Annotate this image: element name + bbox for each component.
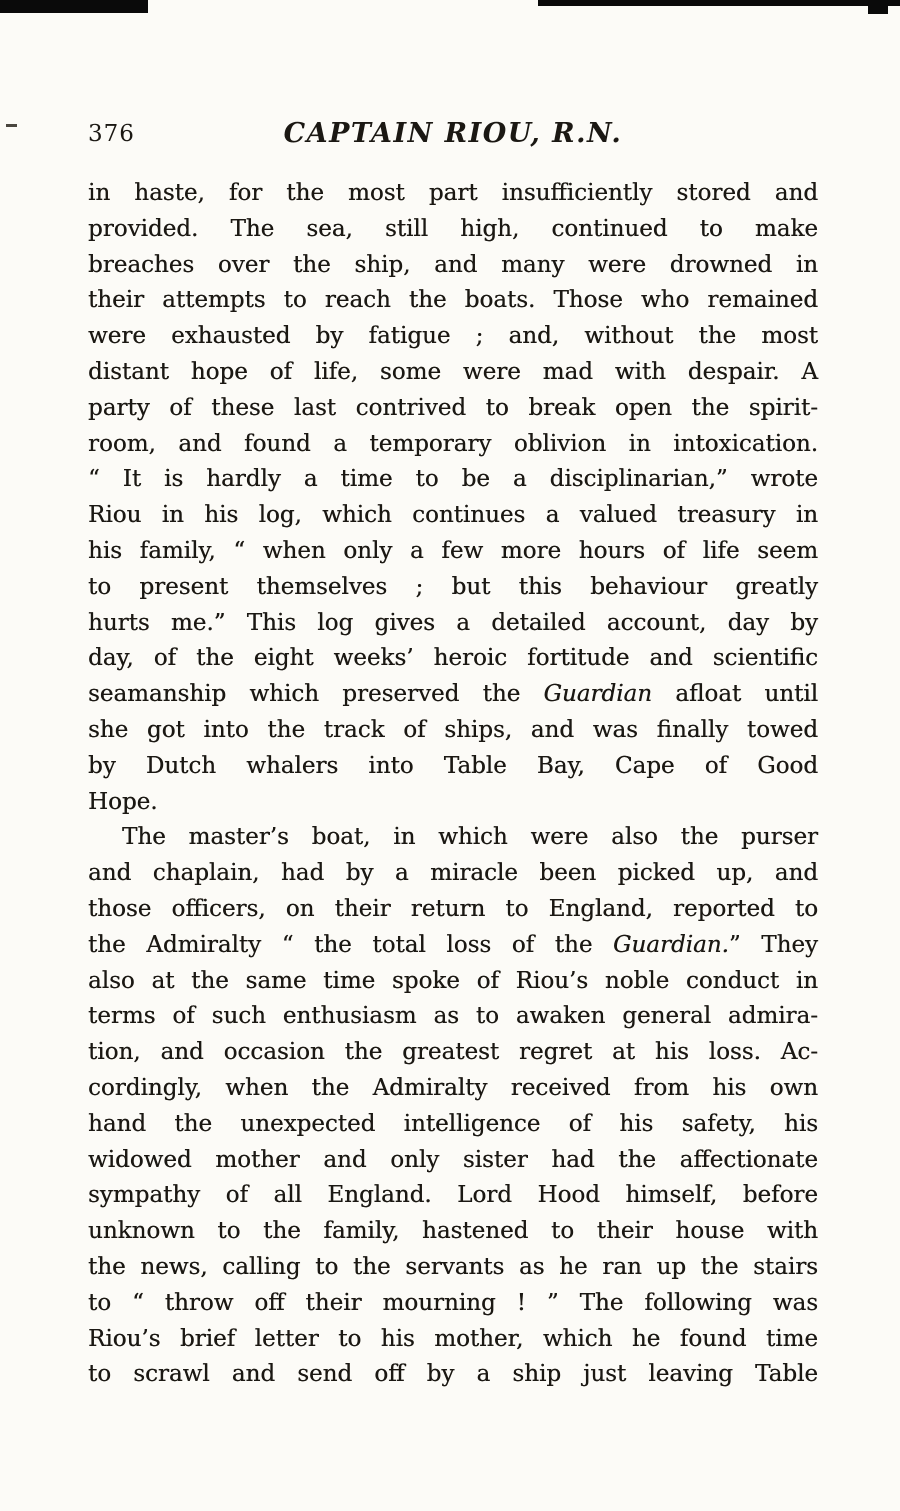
text-line: tion, and occasion the greatest regret at his loss. Ac- xyxy=(88,1039,818,1066)
text-line: Hope. xyxy=(88,788,158,815)
text-line: room, and found a temporary oblivion in intoxication. xyxy=(88,430,818,457)
paragraph-2 xyxy=(88,820,818,1393)
text-line: cordingly, when the Admiralty received from his own xyxy=(88,1074,818,1101)
text-line: also at the same time spoke of Riou’s noble conduct in xyxy=(88,967,818,994)
text-line: provided. The sea, still high, continued to make xyxy=(88,215,818,242)
text-line: the news, calling to the servants as he ran up the stairs xyxy=(88,1253,818,1280)
scan-artifact-left-dash xyxy=(6,124,17,127)
text-line: those officers, on their return to England, reported to xyxy=(88,895,818,922)
scan-artifact-top-right-blob xyxy=(868,6,888,14)
text-line: party of these last contrived to break open the spirit- xyxy=(88,394,818,421)
text-line: Riou’s brief letter to his mother, which he found time xyxy=(88,1325,818,1352)
text-line: and chaplain, had by a miracle been picked up, and xyxy=(88,860,818,887)
text-line: seamanship which preserved the Guardian afloat until xyxy=(88,681,819,708)
scan-artifact-top-right xyxy=(538,0,900,6)
text-line: to scrawl and send off by a ship just leaving Table xyxy=(88,1361,818,1388)
running-title: CAPTAIN RIOU, R.N. xyxy=(283,118,623,149)
text-line: day, of the eight weeks’ heroic fortitude and scientific xyxy=(88,645,818,672)
text-line: the Admiralty “ the total loss of the Guardian.” They xyxy=(88,931,818,958)
paragraph-1 xyxy=(88,176,818,820)
scan-artifact-top-left xyxy=(0,0,148,13)
text-line: their attempts to reach the boats. Those who remained xyxy=(88,287,818,314)
page-number: 376 xyxy=(88,121,135,147)
text-line: sympathy of all England. Lord Hood himself, before xyxy=(88,1182,818,1209)
text-line: were exhausted by fatigue ; and, without the most xyxy=(88,323,818,350)
text-line: she got into the track of ships, and was finally towed xyxy=(88,716,818,743)
text-line: to “ throw off their mourning ! ” The following was xyxy=(88,1289,818,1316)
text-line: to present themselves ; but this behaviour greatly xyxy=(88,573,818,600)
text-line: hand the unexpected intelligence of his safety, his xyxy=(88,1110,818,1137)
body-text xyxy=(88,176,818,1393)
text-line: unknown to the family, hastened to their house with xyxy=(88,1218,818,1245)
text-line: by Dutch whalers into Table Bay, Cape of Good xyxy=(88,752,818,779)
text-line: The master’s boat, in which were also the purser xyxy=(122,824,818,851)
text-line: “ It is hardly a time to be a disciplinarian,” wrote xyxy=(88,466,818,493)
text-line: hurts me.” This log gives a detailed account, day by xyxy=(88,609,818,636)
text-line: terms of such enthusiasm as to awaken general admira- xyxy=(88,1003,818,1030)
text-line: his family, “ when only a few more hours of life seem xyxy=(88,537,818,564)
text-line: Riou in his log, which continues a valued treasury in xyxy=(88,502,818,529)
page-header xyxy=(88,118,818,154)
text-line: widowed mother and only sister had the affectionate xyxy=(88,1146,818,1173)
text-line: in haste, for the most part insufficiently stored and xyxy=(88,180,818,206)
text-line: distant hope of life, some were mad with despair. A xyxy=(88,358,818,385)
text-line: breaches over the ship, and many were drowned in xyxy=(88,251,818,278)
